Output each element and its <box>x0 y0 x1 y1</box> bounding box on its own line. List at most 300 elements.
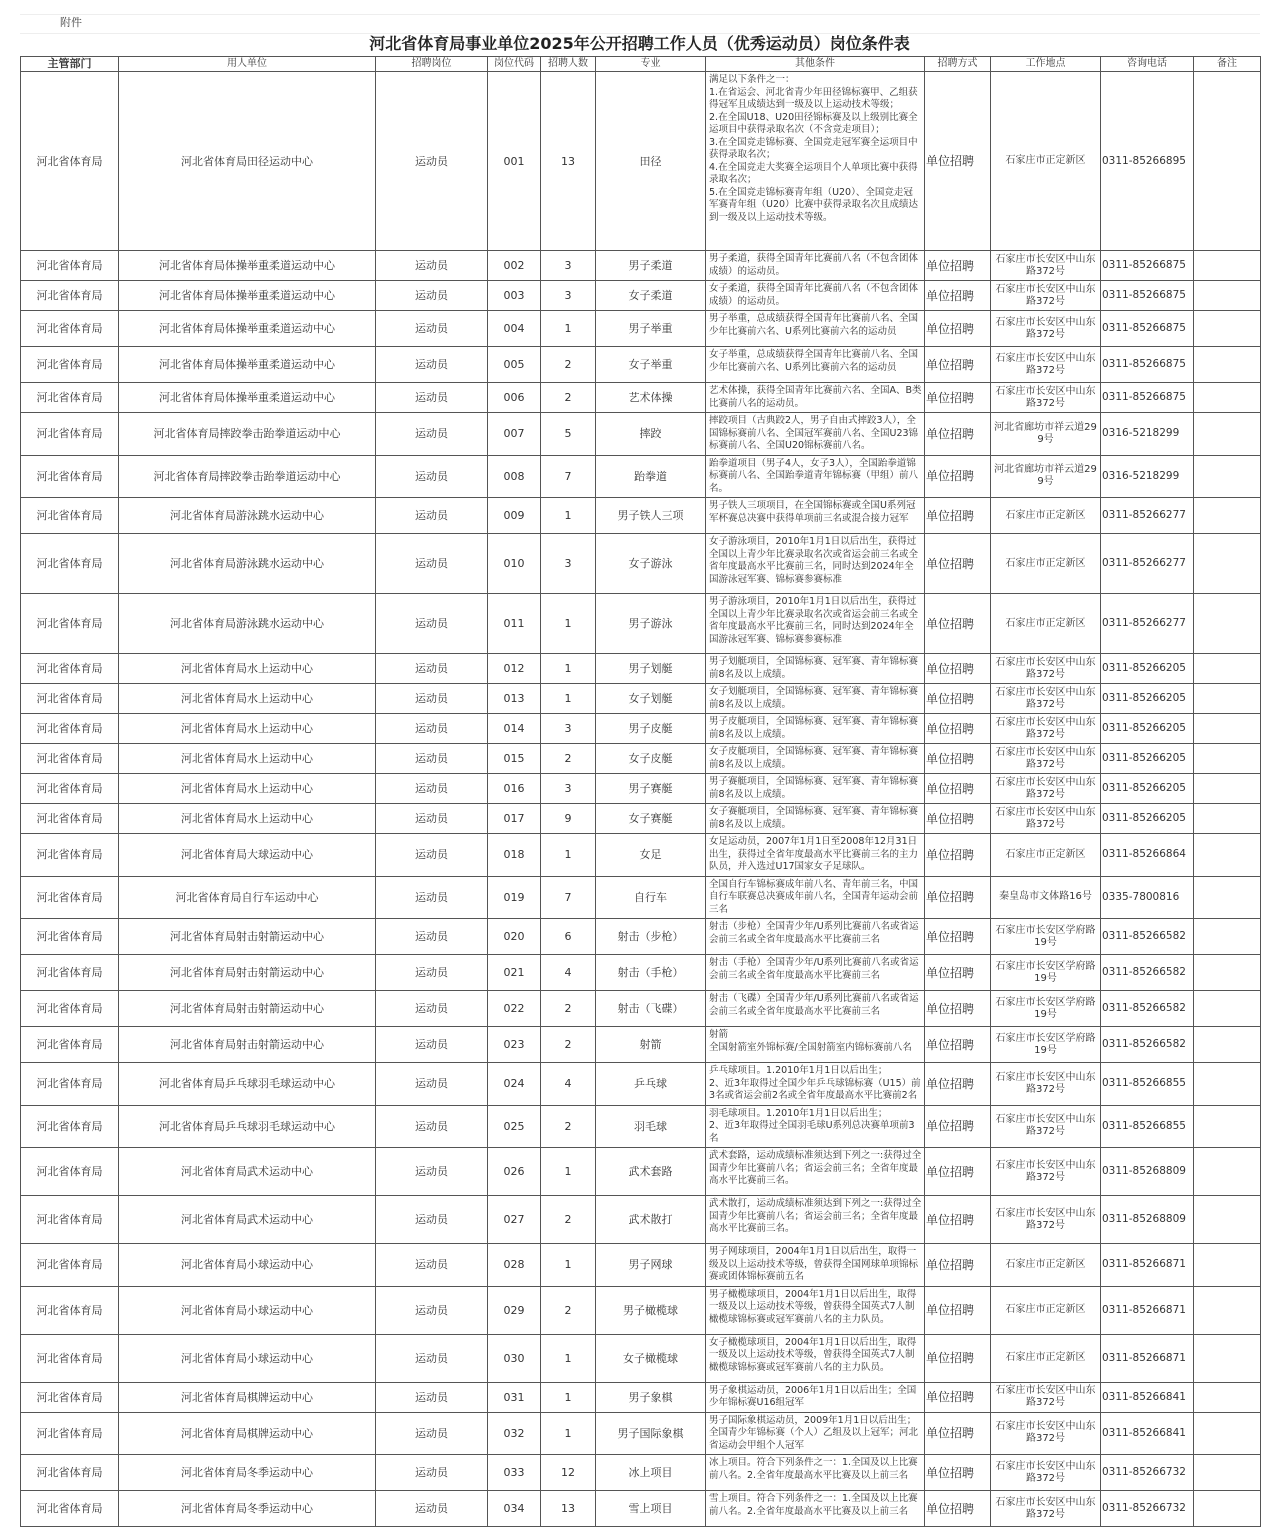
page-title: 河北省体育局事业单位2025年公开招聘工作人员（优秀运动员）岗位条件表 <box>369 34 910 53</box>
method-cell: 单位招聘 <box>925 654 991 684</box>
major-cell: 女子划艇 <box>596 684 706 714</box>
note-cell <box>1194 347 1261 383</box>
col-header-unit: 用人单位 <box>119 57 376 72</box>
code-cell: 004 <box>488 311 541 347</box>
post-cell: 运动员 <box>376 1286 488 1334</box>
code-cell: 020 <box>488 919 541 955</box>
note-cell <box>1194 594 1261 654</box>
post-cell: 运动员 <box>376 654 488 684</box>
post-cell: 运动员 <box>376 919 488 955</box>
count-cell: 1 <box>541 1244 596 1287</box>
dept-cell: 河北省体育局 <box>21 281 119 311</box>
conditions-cell: 女子游泳项目，2010年1月1日以后出生，获得过全国以上青少年比赛录取名次或省运会前三名或全省年度最高水平比赛前三名，同时达到2024年全国游泳冠军赛、锦标赛参赛标准 <box>706 534 925 594</box>
location-cell: 石家庄市长安区中山东路372号 <box>991 1382 1101 1412</box>
location-cell: 石家庄市长安区中山东路372号 <box>991 804 1101 834</box>
post-cell: 运动员 <box>376 1027 488 1063</box>
positions-table <box>20 56 1261 1527</box>
dept-cell: 河北省体育局 <box>21 455 119 498</box>
major-cell: 射击（飞碟） <box>596 991 706 1027</box>
count-cell: 13 <box>541 1491 596 1527</box>
method-cell: 单位招聘 <box>925 1286 991 1334</box>
count-cell: 2 <box>541 991 596 1027</box>
method-cell: 单位招聘 <box>925 1244 991 1287</box>
table-container <box>20 56 1260 1527</box>
dept-cell: 河北省体育局 <box>21 311 119 347</box>
table-row <box>21 1148 1261 1196</box>
table-row <box>21 714 1261 744</box>
table-row <box>21 744 1261 774</box>
conditions-cell: 满足以下条件之一： 1.在省运会、河北省青少年田径锦标赛甲、乙组获得冠军且成绩达到一级及以上运动技术等级； 2.在全国U18、U20田径锦标赛及以上级别比赛全运项目中获得录取名次（不含竞走项目）； 3.在全国竞走锦标赛、全国竞走冠军赛全运项目中获得录取名次； 4.在全国竞走大奖赛全运项目个人单项比赛中获得录取名次； 5.在全国竞走锦标赛青年组（U20）、全国竞走冠军赛青年组（U20）比赛中获得录取名次且成绩达到一级及以上运动技术等级。 <box>706 72 925 251</box>
col-header-dept: 主管部门 <box>21 57 119 72</box>
post-cell: 运动员 <box>376 955 488 991</box>
post-cell: 运动员 <box>376 876 488 919</box>
table-row <box>21 72 1261 251</box>
major-cell: 射箭 <box>596 1027 706 1063</box>
location-cell: 石家庄市正定新区 <box>991 498 1101 534</box>
count-cell: 1 <box>541 594 596 654</box>
phone-cell: 0311-85266871 <box>1101 1244 1194 1287</box>
table-row <box>21 383 1261 413</box>
conditions-cell: 男子橄榄球项目，2004年1月1日以后出生，取得一级及以上运动技术等级，曾获得全国英式7人制橄榄球锦标赛或冠军赛前八名的主力队员。 <box>706 1286 925 1334</box>
major-cell: 男子赛艇 <box>596 774 706 804</box>
count-cell: 1 <box>541 654 596 684</box>
conditions-cell: 女子赛艇项目，全国锦标赛、冠军赛、青年锦标赛前8名及以上成绩。 <box>706 804 925 834</box>
conditions-cell: 跆拳道项目（男子4人，女子3人），全国跆拳道锦标赛前八名、全国跆拳道青年锦标赛（甲组）前八名。 <box>706 455 925 498</box>
phone-cell: 0311-85266205 <box>1101 744 1194 774</box>
code-cell: 022 <box>488 991 541 1027</box>
major-cell: 女子赛艇 <box>596 804 706 834</box>
dept-cell: 河北省体育局 <box>21 251 119 281</box>
col-header-phone: 咨询电话 <box>1101 57 1194 72</box>
method-cell: 单位招聘 <box>925 1382 991 1412</box>
note-cell <box>1194 311 1261 347</box>
conditions-cell: 男子举重，总成绩获得全国青年比赛前八名、全国少年比赛前六名、U系列比赛前六名的运动员 <box>706 311 925 347</box>
code-cell: 014 <box>488 714 541 744</box>
count-cell: 12 <box>541 1455 596 1491</box>
location-cell: 石家庄市正定新区 <box>991 1334 1101 1382</box>
phone-cell: 0311-85266277 <box>1101 498 1194 534</box>
unit-cell: 河北省体育局射击射箭运动中心 <box>119 919 376 955</box>
code-cell: 016 <box>488 774 541 804</box>
location-cell: 石家庄市长安区中山东路372号 <box>991 383 1101 413</box>
conditions-cell: 射击（飞碟）全国青少年/U系列比赛前八名或省运会前三名或全省年度最高水平比赛前三名 <box>706 991 925 1027</box>
unit-cell: 河北省体育局摔跤拳击跆拳道运动中心 <box>119 413 376 456</box>
note-cell <box>1194 534 1261 594</box>
code-cell: 019 <box>488 876 541 919</box>
table-row <box>21 876 1261 919</box>
note-cell <box>1194 804 1261 834</box>
method-cell: 单位招聘 <box>925 774 991 804</box>
location-cell: 石家庄市正定新区 <box>991 834 1101 877</box>
dept-cell: 河北省体育局 <box>21 1286 119 1334</box>
code-cell: 001 <box>488 72 541 251</box>
code-cell: 005 <box>488 347 541 383</box>
method-cell: 单位招聘 <box>925 1148 991 1196</box>
major-cell: 男子网球 <box>596 1244 706 1287</box>
major-cell: 艺术体操 <box>596 383 706 413</box>
post-cell: 运动员 <box>376 1244 488 1287</box>
note-cell <box>1194 1455 1261 1491</box>
table-row <box>21 1196 1261 1244</box>
major-cell: 男子橄榄球 <box>596 1286 706 1334</box>
dept-cell: 河北省体育局 <box>21 955 119 991</box>
col-header-note: 备注 <box>1194 57 1261 72</box>
post-cell: 运动员 <box>376 1148 488 1196</box>
location-cell: 石家庄市正定新区 <box>991 594 1101 654</box>
count-cell: 1 <box>541 1148 596 1196</box>
dept-cell: 河北省体育局 <box>21 876 119 919</box>
unit-cell: 河北省体育局棋牌运动中心 <box>119 1382 376 1412</box>
conditions-cell: 射击（步枪）全国青少年/U系列比赛前八名或省运会前三名或全省年度最高水平比赛前三名 <box>706 919 925 955</box>
method-cell: 单位招聘 <box>925 1455 991 1491</box>
unit-cell: 河北省体育局射击射箭运动中心 <box>119 1027 376 1063</box>
conditions-cell: 男子象棋运动员，2006年1月1日以后出生；全国少年锦标赛U16组冠军 <box>706 1382 925 1412</box>
note-cell <box>1194 251 1261 281</box>
table-row <box>21 919 1261 955</box>
post-cell: 运动员 <box>376 684 488 714</box>
note-cell <box>1194 654 1261 684</box>
table-row <box>21 804 1261 834</box>
major-cell: 武术散打 <box>596 1196 706 1244</box>
phone-cell: 0311-85266895 <box>1101 72 1194 251</box>
conditions-cell: 男子柔道，获得全国青年比赛前八名（不包含团体成绩）的运动员。 <box>706 251 925 281</box>
post-cell: 运动员 <box>376 834 488 877</box>
major-cell: 摔跤 <box>596 413 706 456</box>
conditions-cell: 女子皮艇项目，全国锦标赛、冠军赛、青年锦标赛前8名及以上成绩。 <box>706 744 925 774</box>
post-cell: 运动员 <box>376 1382 488 1412</box>
phone-cell: 0311-85266855 <box>1101 1063 1194 1106</box>
phone-cell: 0311-85266864 <box>1101 834 1194 877</box>
table-row <box>21 774 1261 804</box>
method-cell: 单位招聘 <box>925 1105 991 1148</box>
note-cell <box>1194 1412 1261 1455</box>
conditions-cell: 艺术体操，获得全国青年比赛前六名、全国A、B类比赛前八名的运动员。 <box>706 383 925 413</box>
phone-cell: 0311-85266582 <box>1101 991 1194 1027</box>
method-cell: 单位招聘 <box>925 991 991 1027</box>
post-cell: 运动员 <box>376 1196 488 1244</box>
code-cell: 006 <box>488 383 541 413</box>
method-cell: 单位招聘 <box>925 383 991 413</box>
conditions-cell: 羽毛球项目。1.2010年1月1日以后出生； 2、近3年取得过全国羽毛球U系列总决赛单项前3名 <box>706 1105 925 1148</box>
unit-cell: 河北省体育局小球运动中心 <box>119 1244 376 1287</box>
location-cell: 河北省廊坊市祥云道299号 <box>991 455 1101 498</box>
table-row <box>21 281 1261 311</box>
method-cell: 单位招聘 <box>925 714 991 744</box>
major-cell: 武术套路 <box>596 1148 706 1196</box>
phone-cell: 0311-85266582 <box>1101 1027 1194 1063</box>
unit-cell: 河北省体育局乒乓球羽毛球运动中心 <box>119 1105 376 1148</box>
unit-cell: 河北省体育局水上运动中心 <box>119 804 376 834</box>
dept-cell: 河北省体育局 <box>21 534 119 594</box>
major-cell: 男子柔道 <box>596 251 706 281</box>
count-cell: 6 <box>541 919 596 955</box>
code-cell: 027 <box>488 1196 541 1244</box>
dept-cell: 河北省体育局 <box>21 834 119 877</box>
note-cell <box>1194 281 1261 311</box>
phone-cell: 0311-85266205 <box>1101 684 1194 714</box>
method-cell: 单位招聘 <box>925 72 991 251</box>
location-cell: 石家庄市长安区学府路19号 <box>991 955 1101 991</box>
major-cell: 自行车 <box>596 876 706 919</box>
unit-cell: 河北省体育局小球运动中心 <box>119 1286 376 1334</box>
table-row <box>21 955 1261 991</box>
table-row <box>21 347 1261 383</box>
dept-cell: 河北省体育局 <box>21 413 119 456</box>
unit-cell: 河北省体育局水上运动中心 <box>119 684 376 714</box>
code-cell: 013 <box>488 684 541 714</box>
conditions-cell: 武术散打，运动成绩标准须达到下列之一:获得过全国青少年比赛前八名；省运会前三名；全省年度最高水平比赛前三名。 <box>706 1196 925 1244</box>
post-cell: 运动员 <box>376 774 488 804</box>
dept-cell: 河北省体育局 <box>21 1196 119 1244</box>
post-cell: 运动员 <box>376 1334 488 1382</box>
count-cell: 1 <box>541 311 596 347</box>
table-row <box>21 1455 1261 1491</box>
code-cell: 007 <box>488 413 541 456</box>
unit-cell: 河北省体育局武术运动中心 <box>119 1148 376 1196</box>
phone-cell: 0335-7800816 <box>1101 876 1194 919</box>
location-cell: 石家庄市长安区中山东路372号 <box>991 1196 1101 1244</box>
note-cell <box>1194 1027 1261 1063</box>
dept-cell: 河北省体育局 <box>21 72 119 251</box>
table-row <box>21 1286 1261 1334</box>
phone-cell: 0311-85266277 <box>1101 594 1194 654</box>
table-row <box>21 251 1261 281</box>
major-cell: 女子举重 <box>596 347 706 383</box>
conditions-cell: 男子皮艇项目，全国锦标赛、冠军赛、青年锦标赛前8名及以上成绩。 <box>706 714 925 744</box>
phone-cell: 0311-85266871 <box>1101 1286 1194 1334</box>
location-cell: 石家庄市长安区中山东路372号 <box>991 714 1101 744</box>
dept-cell: 河北省体育局 <box>21 1027 119 1063</box>
code-cell: 031 <box>488 1382 541 1412</box>
post-cell: 运动员 <box>376 347 488 383</box>
dept-cell: 河北省体育局 <box>21 1491 119 1527</box>
table-row <box>21 991 1261 1027</box>
major-cell: 男子铁人三项 <box>596 498 706 534</box>
post-cell: 运动员 <box>376 1455 488 1491</box>
phone-cell: 0311-85266875 <box>1101 281 1194 311</box>
major-cell: 男子游泳 <box>596 594 706 654</box>
major-cell: 男子举重 <box>596 311 706 347</box>
major-cell: 雪上项目 <box>596 1491 706 1527</box>
post-cell: 运动员 <box>376 744 488 774</box>
code-cell: 008 <box>488 455 541 498</box>
code-cell: 010 <box>488 534 541 594</box>
unit-cell: 河北省体育局体操举重柔道运动中心 <box>119 347 376 383</box>
count-cell: 2 <box>541 1196 596 1244</box>
code-cell: 034 <box>488 1491 541 1527</box>
unit-cell: 河北省体育局摔跤拳击跆拳道运动中心 <box>119 455 376 498</box>
conditions-cell: 冰上项目。符合下列条件之一：1.全国及以上比赛前八名。2.全省年度最高水平比赛及以上前三名 <box>706 1455 925 1491</box>
method-cell: 单位招聘 <box>925 413 991 456</box>
conditions-cell: 全国自行车锦标赛成年前八名、青年前三名，中国自行车联赛总决赛成年前八名，全国青年运动会前三名 <box>706 876 925 919</box>
code-cell: 030 <box>488 1334 541 1382</box>
table-row <box>21 413 1261 456</box>
dept-cell: 河北省体育局 <box>21 594 119 654</box>
post-cell: 运动员 <box>376 498 488 534</box>
code-cell: 021 <box>488 955 541 991</box>
phone-cell: 0311-85266732 <box>1101 1455 1194 1491</box>
conditions-cell: 乒乓球项目。1.2010年1月1日以后出生； 2、近3年取得过全国少年乒乓球锦标赛（U15）前3名或省运会前2名或全省年度最高水平比赛前2名 <box>706 1063 925 1106</box>
note-cell <box>1194 1491 1261 1527</box>
note-cell <box>1194 1382 1261 1412</box>
location-cell: 石家庄市长安区中山东路372号 <box>991 1063 1101 1106</box>
dept-cell: 河北省体育局 <box>21 1334 119 1382</box>
count-cell: 2 <box>541 383 596 413</box>
unit-cell: 河北省体育局武术运动中心 <box>119 1196 376 1244</box>
code-cell: 025 <box>488 1105 541 1148</box>
table-body <box>21 72 1261 1527</box>
code-cell: 024 <box>488 1063 541 1106</box>
code-cell: 023 <box>488 1027 541 1063</box>
method-cell: 单位招聘 <box>925 1063 991 1106</box>
table-row <box>21 654 1261 684</box>
method-cell: 单位招聘 <box>925 1491 991 1527</box>
note-cell <box>1194 455 1261 498</box>
note-cell <box>1194 1196 1261 1244</box>
method-cell: 单位招聘 <box>925 684 991 714</box>
location-cell: 石家庄市正定新区 <box>991 72 1101 251</box>
conditions-cell: 女子柔道，获得全国青年比赛前八名（不包含团体成绩）的运动员。 <box>706 281 925 311</box>
count-cell: 2 <box>541 1286 596 1334</box>
phone-cell: 0311-85266732 <box>1101 1491 1194 1527</box>
count-cell: 2 <box>541 744 596 774</box>
phone-cell: 0311-85266582 <box>1101 955 1194 991</box>
phone-cell: 0311-85266875 <box>1101 383 1194 413</box>
code-cell: 029 <box>488 1286 541 1334</box>
dept-cell: 河北省体育局 <box>21 1148 119 1196</box>
table-row <box>21 311 1261 347</box>
dept-cell: 河北省体育局 <box>21 383 119 413</box>
major-cell: 男子划艇 <box>596 654 706 684</box>
table-header-row <box>21 57 1261 72</box>
phone-cell: 0311-85266205 <box>1101 654 1194 684</box>
phone-cell: 0311-85266875 <box>1101 347 1194 383</box>
table-row <box>21 1382 1261 1412</box>
dept-cell: 河北省体育局 <box>21 347 119 383</box>
post-cell: 运动员 <box>376 383 488 413</box>
dept-cell: 河北省体育局 <box>21 774 119 804</box>
count-cell: 13 <box>541 72 596 251</box>
table-row <box>21 455 1261 498</box>
note-cell <box>1194 991 1261 1027</box>
dept-cell: 河北省体育局 <box>21 1063 119 1106</box>
unit-cell: 河北省体育局田径运动中心 <box>119 72 376 251</box>
table-row <box>21 1244 1261 1287</box>
method-cell: 单位招聘 <box>925 534 991 594</box>
location-cell: 秦皇岛市文体路16号 <box>991 876 1101 919</box>
sheet-top-gridlines <box>20 14 1260 34</box>
count-cell: 3 <box>541 251 596 281</box>
code-cell: 015 <box>488 744 541 774</box>
conditions-cell: 女足运动员，2007年1月1日至2008年12月31日出生，获得过全省年度最高水平比赛前三名的主力队员，并入选过U17国家女子足球队。 <box>706 834 925 877</box>
phone-cell: 0311-85266205 <box>1101 774 1194 804</box>
conditions-cell: 男子游泳项目，2010年1月1日以后出生，获得过全国以上青少年比赛录取名次或省运会前三名或全省年度最高水平比赛前三名，同时达到2024年全国游泳冠军赛、锦标赛参赛标准 <box>706 594 925 654</box>
method-cell: 单位招聘 <box>925 347 991 383</box>
unit-cell: 河北省体育局大球运动中心 <box>119 834 376 877</box>
count-cell: 3 <box>541 714 596 744</box>
dept-cell: 河北省体育局 <box>21 1105 119 1148</box>
unit-cell: 河北省体育局水上运动中心 <box>119 774 376 804</box>
table-row <box>21 594 1261 654</box>
table-row <box>21 498 1261 534</box>
location-cell: 河北省廊坊市祥云道299号 <box>991 413 1101 456</box>
location-cell: 石家庄市长安区学府路19号 <box>991 991 1101 1027</box>
count-cell: 4 <box>541 1063 596 1106</box>
phone-cell: 0311-85266871 <box>1101 1334 1194 1382</box>
count-cell: 3 <box>541 281 596 311</box>
note-cell <box>1194 774 1261 804</box>
code-cell: 028 <box>488 1244 541 1287</box>
method-cell: 单位招聘 <box>925 281 991 311</box>
code-cell: 003 <box>488 281 541 311</box>
location-cell: 石家庄市长安区中山东路372号 <box>991 684 1101 714</box>
conditions-cell: 射击（手枪）全国青少年/U系列比赛前八名或省运会前三名或全省年度最高水平比赛前三名 <box>706 955 925 991</box>
major-cell: 女子皮艇 <box>596 744 706 774</box>
code-cell: 018 <box>488 834 541 877</box>
note-cell <box>1194 1334 1261 1382</box>
conditions-cell: 男子划艇项目，全国锦标赛、冠军赛、青年锦标赛前8名及以上成绩。 <box>706 654 925 684</box>
note-cell <box>1194 684 1261 714</box>
phone-cell: 0311-85266855 <box>1101 1105 1194 1148</box>
method-cell: 单位招聘 <box>925 311 991 347</box>
note-cell <box>1194 72 1261 251</box>
location-cell: 石家庄市长安区中山东路372号 <box>991 311 1101 347</box>
count-cell: 7 <box>541 455 596 498</box>
unit-cell: 河北省体育局冬季运动中心 <box>119 1491 376 1527</box>
col-header-post: 招聘岗位 <box>376 57 488 72</box>
phone-cell: 0311-85266205 <box>1101 714 1194 744</box>
table-row <box>21 684 1261 714</box>
unit-cell: 河北省体育局水上运动中心 <box>119 714 376 744</box>
post-cell: 运动员 <box>376 1412 488 1455</box>
method-cell: 单位招聘 <box>925 834 991 877</box>
col-header-major: 专业 <box>596 57 706 72</box>
dept-cell: 河北省体育局 <box>21 498 119 534</box>
count-cell: 1 <box>541 834 596 877</box>
unit-cell: 河北省体育局游泳跳水运动中心 <box>119 534 376 594</box>
note-cell <box>1194 955 1261 991</box>
count-cell: 2 <box>541 1027 596 1063</box>
major-cell: 射击（步枪） <box>596 919 706 955</box>
count-cell: 3 <box>541 534 596 594</box>
unit-cell: 河北省体育局游泳跳水运动中心 <box>119 594 376 654</box>
dept-cell: 河北省体育局 <box>21 684 119 714</box>
post-cell: 运动员 <box>376 534 488 594</box>
note-cell <box>1194 383 1261 413</box>
table-row <box>21 834 1261 877</box>
table-row <box>21 1412 1261 1455</box>
count-cell: 1 <box>541 1412 596 1455</box>
table-row <box>21 534 1261 594</box>
phone-cell: 0311-85266875 <box>1101 251 1194 281</box>
dept-cell: 河北省体育局 <box>21 1382 119 1412</box>
method-cell: 单位招聘 <box>925 251 991 281</box>
method-cell: 单位招聘 <box>925 1027 991 1063</box>
unit-cell: 河北省体育局自行车运动中心 <box>119 876 376 919</box>
conditions-cell: 摔跤项目（古典跤2人，男子自由式摔跤3人），全国锦标赛前八名、全国冠军赛前八名、全国U23锦标赛前八名、全国U20锦标赛前八名。 <box>706 413 925 456</box>
dept-cell: 河北省体育局 <box>21 744 119 774</box>
table-row <box>21 1063 1261 1106</box>
dept-cell: 河北省体育局 <box>21 714 119 744</box>
col-header-conditions: 其他条件 <box>706 57 925 72</box>
count-cell: 2 <box>541 347 596 383</box>
count-cell: 7 <box>541 876 596 919</box>
note-cell <box>1194 876 1261 919</box>
phone-cell: 0311-85266205 <box>1101 804 1194 834</box>
code-cell: 032 <box>488 1412 541 1455</box>
phone-cell: 0316-5218299 <box>1101 413 1194 456</box>
unit-cell: 河北省体育局射击射箭运动中心 <box>119 991 376 1027</box>
